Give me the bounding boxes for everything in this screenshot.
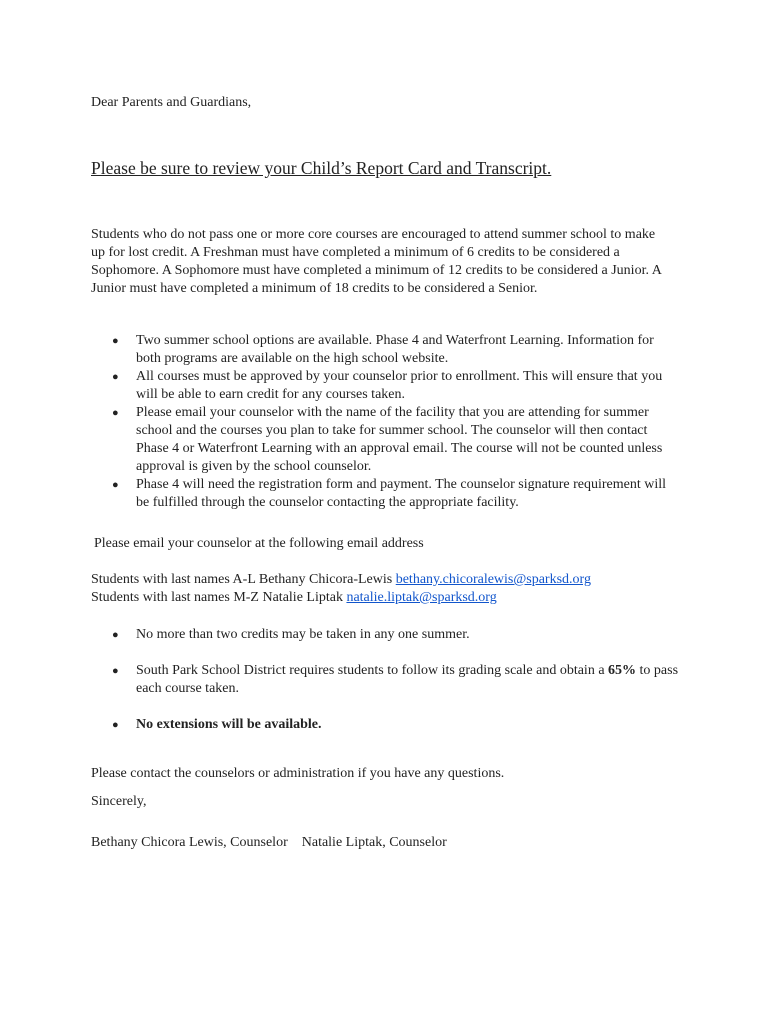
contact-line-m-z xyxy=(91,589,591,607)
bullet-icon: ● xyxy=(112,371,119,383)
bullet-icon: ● xyxy=(112,665,119,677)
contact-line-a-l xyxy=(91,571,591,589)
closing-contact: Please contact the counselors or administration if you have any questions. xyxy=(91,766,505,781)
list-item xyxy=(91,404,681,476)
list-item xyxy=(91,716,681,734)
signoff: Bethany Chicora Lewis, Counselor Natalie Liptak, Counselor xyxy=(91,835,447,850)
list-item xyxy=(91,332,681,368)
grading-percent: 65% xyxy=(608,663,637,678)
list-item xyxy=(91,476,681,512)
bullet-icon: ● xyxy=(112,407,119,419)
summer-school-bullet-list xyxy=(91,332,681,512)
contact-label: Students with last names A-L Bethany Chicora-Lewis xyxy=(91,572,396,587)
email-link-bethany[interactable]: bethany.chicoralewis@sparksd.org xyxy=(395,572,591,587)
grading-text: South Park School District requires students to follow its grading scale and obtain a xyxy=(136,663,609,678)
no-extensions-text: No extensions will be available. xyxy=(136,717,322,732)
list-item xyxy=(91,626,681,644)
counselor-contacts xyxy=(91,571,591,607)
list-item xyxy=(91,662,681,698)
list-item-text: Phase 4 will need the registration form and payment. The counselor signature requirement will be fulfilled through the counselor contacting the appropriate facility. xyxy=(136,477,667,510)
intro-paragraph: Students who do not pass one or more core courses are encouraged to attend summer school to make up for lost credit. A Freshman must have completed a minimum of 6 credits to be considered a Sophomore. A Sophomore must have completed a minimum of 12 credits to be considered a Junior. A Junior must have completed a minimum of 18 credits to be considered a Senior. xyxy=(91,227,662,296)
email-link-natalie[interactable]: natalie.liptak@sparksd.org xyxy=(346,590,497,605)
bullet-icon: ● xyxy=(112,629,119,641)
policy-bullet-list xyxy=(91,626,681,734)
bullet-icon: ● xyxy=(112,719,119,731)
closing-sincerely: Sincerely, xyxy=(91,794,147,809)
list-item xyxy=(91,368,681,404)
list-item-text: No more than two credits may be taken in any one summer. xyxy=(136,627,470,642)
headline: Please be sure to review your Child’s Report Card and Transcript. xyxy=(91,158,552,178)
bullet-icon: ● xyxy=(112,335,119,347)
contact-label: Students with last names M-Z Natalie Liptak xyxy=(91,590,347,605)
list-item-text: Two summer school options are available. Phase 4 and Waterfront Learning. Information for both programs are available on the high school website. xyxy=(136,333,654,366)
list-item-text: Please email your counselor with the name of the facility that you are attending for summer school and the courses you plan to take for summer school. The counselor will then contact Phase 4 or Waterfront Learning with an approval email. The course will not be counted unless approval is given by the school counselor. xyxy=(136,405,663,474)
list-item-text: All courses must be approved by your counselor prior to enrollment. This will ensure that you will be able to earn credit for any courses taken. xyxy=(136,369,663,402)
bullet-icon: ● xyxy=(112,479,119,491)
email-intro: Please email your counselor at the following email address xyxy=(94,536,424,551)
grading-suffix: to pass each course taken. xyxy=(136,663,679,696)
greeting: Dear Parents and Guardians, xyxy=(91,95,252,110)
